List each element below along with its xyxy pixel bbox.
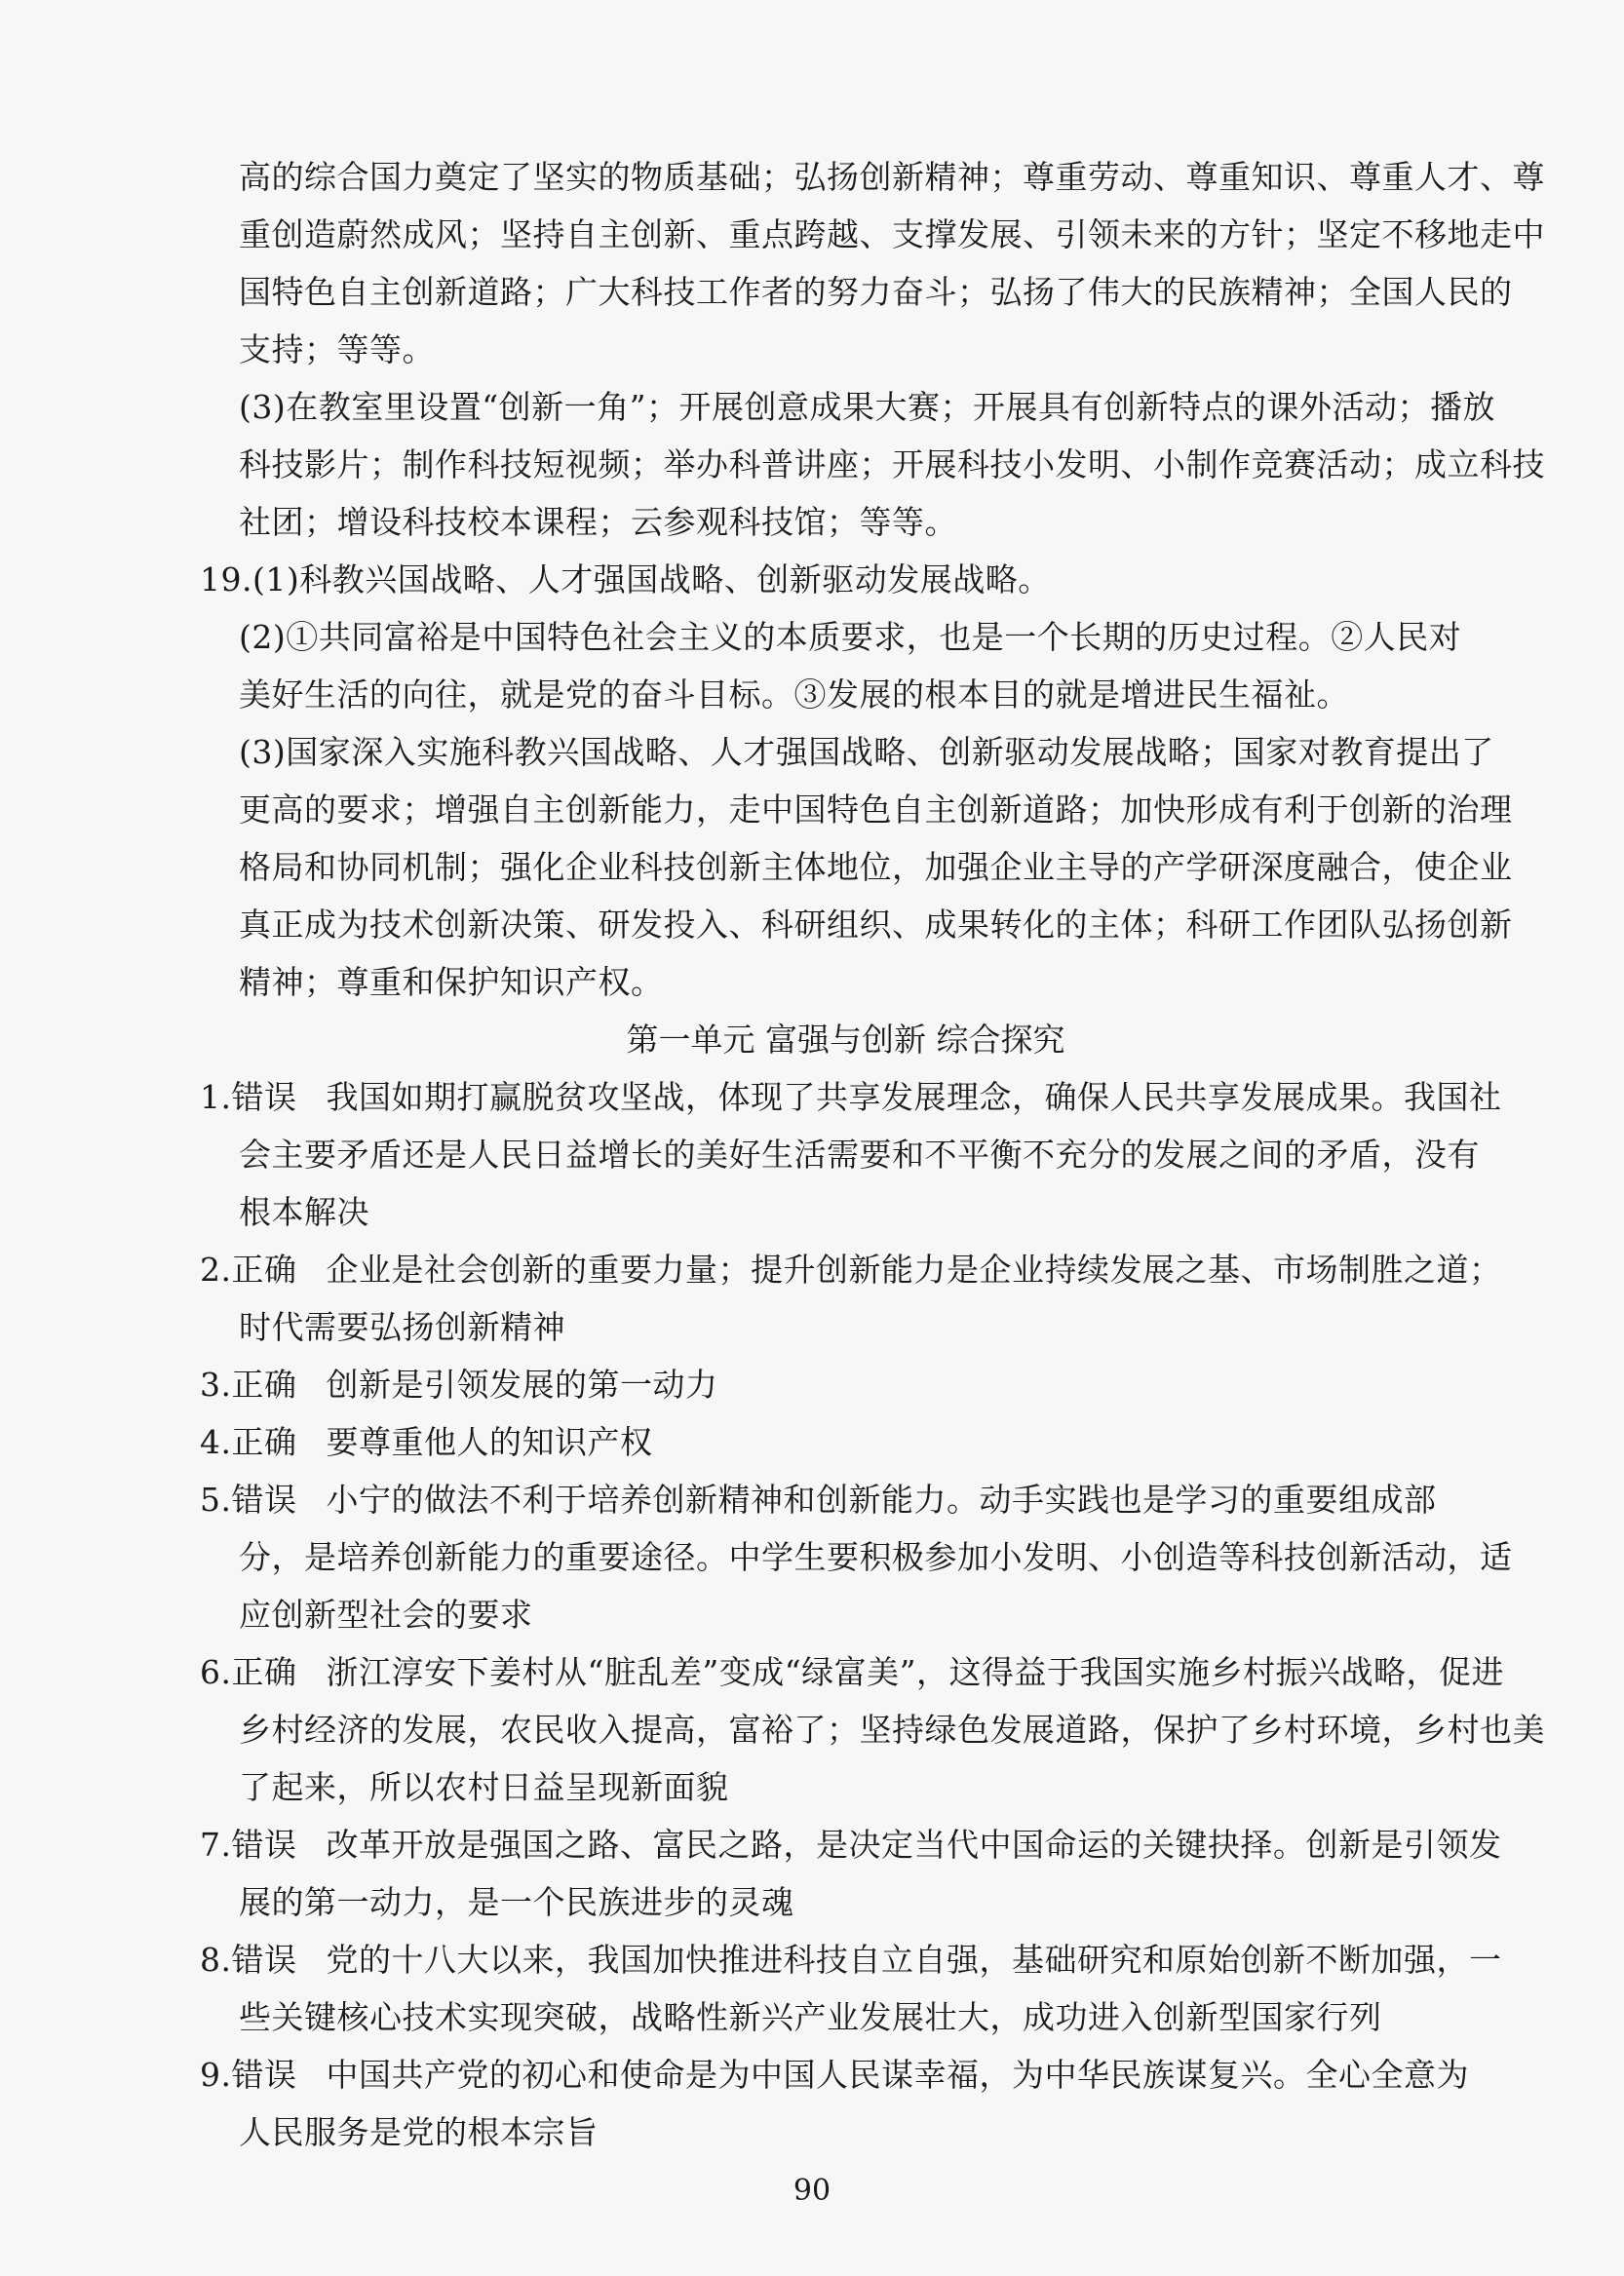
item-9-verdict: 错误 — [231, 2056, 297, 2094]
item-3-line-1 — [200, 1356, 1491, 1413]
item-9-line-2: 人民服务是党的根本宗旨 — [239, 2113, 599, 2151]
q19-part3-line-4: 真正成为技术创新决策、研发投入、科研组织、成果转化的主体；科研工作团队弘扬创新 — [239, 906, 1513, 944]
item-5-line-1 — [200, 1471, 1491, 1528]
item-5-line-3: 应创新型社会的要求 — [239, 1596, 533, 1634]
item-6-line-1 — [200, 1643, 1504, 1701]
item-6-verdict: 正确 — [231, 1653, 297, 1691]
item-1-line-2: 会主要矛盾还是人民日益增长的美好生活需要和不平衡不充分的发展之间的矛盾，没有 — [239, 1136, 1480, 1174]
item-2-first: 企业是社会创新的重要力量；提升创新能力是企业持续发展之基、市场制胜之道； — [326, 1251, 1502, 1289]
q18-p2-line-2: 重创造蔚然成风；坚持自主创新、重点跨越、支撑发展、引领未来的方针；坚定不移地走中 — [239, 215, 1545, 253]
item-3-verdict: 正确 — [231, 1366, 297, 1404]
item-8-number: 8. — [200, 1941, 232, 1979]
item-2-verdict: 正确 — [231, 1251, 297, 1289]
item-3-first: 创新是引领发展的第一动力 — [326, 1366, 718, 1404]
item-2-number: 2. — [200, 1251, 232, 1289]
item-2-line-1 — [200, 1241, 1502, 1298]
page-content — [200, 148, 1545, 2161]
item-4-line-1 — [200, 1413, 1491, 1471]
item-7-first: 改革开放是强国之路、富民之路，是决定当代中国命运的关键抉择。创新是引领发 — [326, 1826, 1502, 1864]
q18-p2-line-4: 支持；等等。 — [239, 330, 435, 368]
item-2-line-2: 时代需要弘扬创新精神 — [239, 1308, 565, 1346]
q18-p2-line-3: 国特色自主创新道路；广大科技工作者的努力奋斗；弘扬了伟大的民族精神；全国人民的 — [239, 273, 1513, 311]
item-5-line-2: 分，是培养创新能力的重要途径。中学生要积极参加小发明、小创造等科技创新活动，适 — [239, 1538, 1513, 1576]
item-8-line-1 — [200, 1931, 1502, 1988]
section-title: 第一单元 富强与创新 综合探究 — [626, 1021, 1065, 1059]
item-9-number: 9. — [200, 2056, 232, 2094]
q18-p3-line-1: (3)在教室里设置“创新一角”；开展创意成果大赛；开展具有创新特点的课外活动；播放 — [239, 388, 1495, 426]
item-3-number: 3. — [200, 1366, 232, 1404]
page-number: 90 — [793, 2174, 831, 2208]
item-6-line-3: 了起来，所以农村日益呈现新面貌 — [239, 1768, 729, 1806]
item-4-verdict: 正确 — [231, 1423, 297, 1461]
item-9-line-1 — [200, 2046, 1491, 2103]
q19-part2-line-1: (2)①共同富裕是中国特色社会主义的本质要求，也是一个长期的历史过程。②人民对 — [239, 618, 1462, 656]
q19-part3-line-2: 更高的要求；增强自主创新能力，走中国特色自主创新道路；加快形成有利于创新的治理 — [239, 791, 1513, 829]
q19-part2-line-2: 美好生活的向往，就是党的奋斗目标。③发展的根本目的就是增进民生福祉。 — [239, 675, 1349, 714]
item-6-number: 6. — [200, 1653, 232, 1691]
item-7-line-2: 展的第一动力，是一个民族进步的灵魂 — [239, 1883, 794, 1921]
q19-part3-line-3: 格局和协同机制；强化企业科技创新主体地位，加强企业主导的产学研深度融合，使企业 — [239, 848, 1513, 886]
item-8-verdict: 错误 — [231, 1941, 297, 1979]
item-6-first: 浙江淳安下姜村从“脏乱差”变成“绿富美”，这得益于我国实施乡村振兴战略，促进 — [326, 1653, 1504, 1691]
item-9-first: 中国共产党的初心和使命是为中国人民谋幸福，为中华民族谋复兴。全心全意为 — [326, 2056, 1469, 2094]
item-8-line-2: 些关键核心技术实现突破，战略性新兴产业发展壮大，成功进入创新型国家行列 — [239, 1998, 1382, 2036]
item-1-verdict: 错误 — [231, 1078, 297, 1116]
item-7-verdict: 错误 — [231, 1826, 297, 1864]
q18-p3-line-2: 科技影片；制作科技短视频；举办科普讲座；开展科技小发明、小制作竞赛活动；成立科技 — [239, 445, 1545, 483]
item-4-first: 要尊重他人的知识产权 — [326, 1423, 653, 1461]
q19-part3-line-1: (3)国家深入实施科教兴国战略、人才强国战略、创新驱动发展战略；国家对教育提出了 — [239, 733, 1494, 771]
item-6-line-2: 乡村经济的发展，农民收入提高，富裕了；坚持绿色发展道路，保护了乡村环境，乡村也美 — [239, 1711, 1545, 1749]
item-7-number: 7. — [200, 1826, 232, 1864]
item-4-number: 4. — [200, 1423, 232, 1461]
q19-part1: (1)科教兴国战略、人才强国战略、创新驱动发展战略。 — [251, 560, 1051, 598]
q18-p3-line-3: 社团；增设科技校本课程；云参观科技馆；等等。 — [239, 503, 957, 541]
item-1-number: 1. — [200, 1078, 232, 1116]
item-8-first: 党的十八大以来，我国加快推进科技自立自强，基础研究和原始创新不断加强，一 — [326, 1941, 1502, 1979]
item-1-first: 我国如期打赢脱贫攻坚战，体现了共享发展理念，确保人民共享发展成果。我国社 — [326, 1078, 1502, 1116]
q19-part3-line-5: 精神；尊重和保护知识产权。 — [239, 963, 664, 1001]
item-1-line-1 — [200, 1068, 1502, 1126]
item-5-number: 5. — [200, 1481, 232, 1519]
item-1-line-3: 根本解决 — [239, 1193, 369, 1231]
item-5-verdict: 错误 — [231, 1481, 297, 1519]
q19-number: 19. — [200, 560, 252, 598]
item-5-first: 小宁的做法不利于培养创新精神和创新能力。动手实践也是学习的重要组成部 — [326, 1481, 1437, 1519]
q18-p2-line-1: 高的综合国力奠定了坚实的物质基础；弘扬创新精神；尊重劳动、尊重知识、尊重人才、尊 — [239, 158, 1545, 196]
q19-part1-line — [200, 551, 1491, 608]
item-7-line-1 — [200, 1816, 1502, 1873]
